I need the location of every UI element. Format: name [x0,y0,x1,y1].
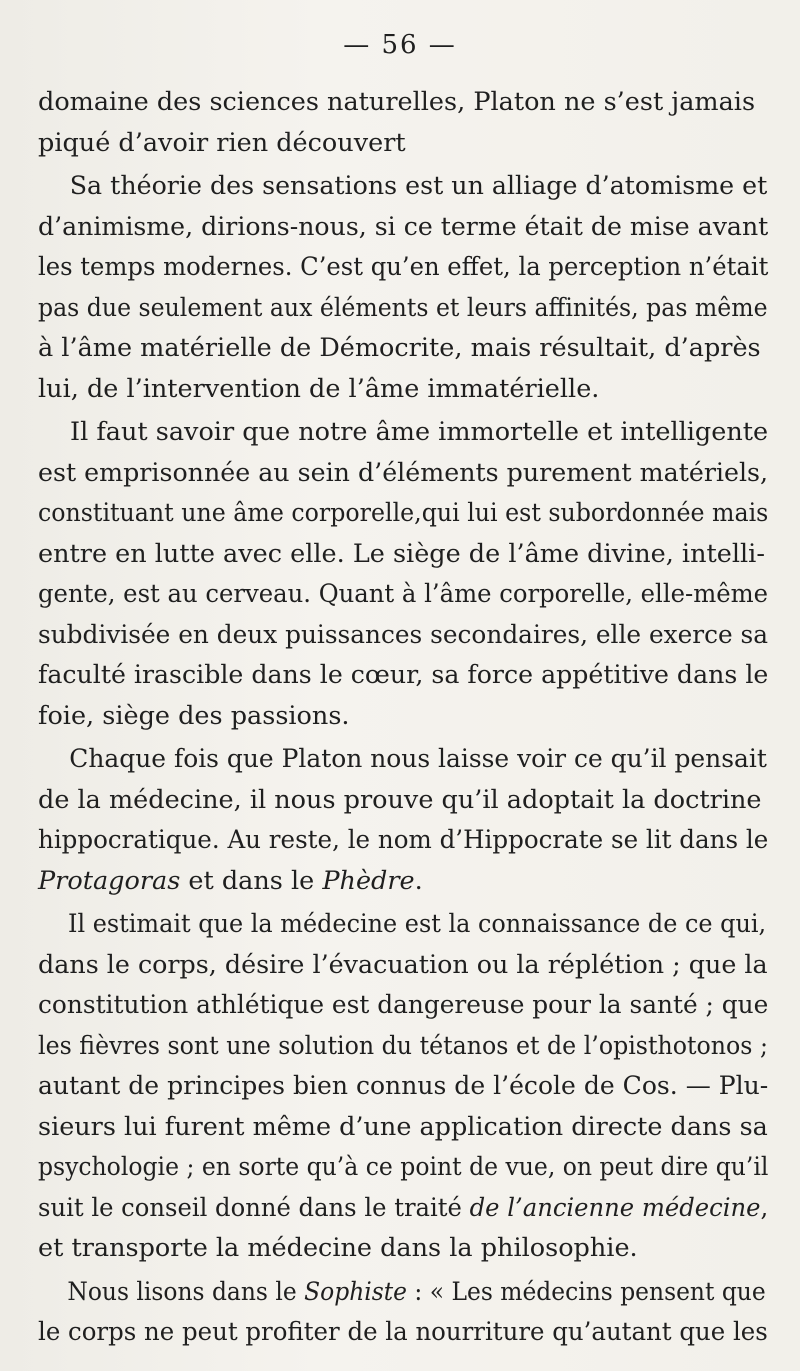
page-body [38,82,768,1353]
text-span: . [414,865,423,896]
text-line: le corps ne peut profiter de la nourriture qu’autant que les [38,1317,768,1347]
paragraph-4 [38,739,768,901]
text-span: , [760,1192,769,1223]
paragraph-2 [38,166,768,409]
text-line: entre en lutte avec elle. Le siège de l’âme divine, intelli- [38,538,765,569]
text-line: Il faut savoir que notre âme immortelle et intelligente [70,417,769,447]
italic-title-phedre: Phèdre [322,865,415,896]
page-number: — 56 — [343,30,457,60]
text-line: Chaque fois que Platon nous laisse voir ce qu’il pensait [69,744,767,774]
text-line: psychologie ; en sorte qu’à ce point de vue, on peut dire qu’il [38,1152,769,1182]
text-span: et dans le [180,865,323,896]
text-line: domaine des sciences naturelles, Platon ne s’est jamais [38,87,756,117]
paragraph-5 [38,904,768,1269]
text-line: subdivisée en deux puissances secondaires, elle exerce sa [38,619,769,650]
text-line: est emprisonnée au sein d’éléments purement matériels, [38,457,769,488]
text-span: Nous lisons dans le [67,1276,305,1307]
text-line: foie, siège des passions. [38,700,350,731]
italic-title-sophiste: Sophiste [304,1276,407,1307]
text-line: d’animisme, dirions-nous, si ce terme était de mise avant [38,211,769,242]
text-line: Sa théorie des sensations est un alliage d’atomisme et [69,171,768,201]
text-line: lui, de l’intervention de l’âme immatérielle. [38,373,600,404]
text-line: constitution athlétique est dangereuse pour la santé ; que [38,990,769,1020]
text-line: de la médecine, il nous prouve qu’il adoptait la doctrine [38,784,762,815]
text-line: sieurs lui furent même d’une application directe dans sa [38,1111,768,1142]
text-span: : « Les médecins pensent que [406,1276,766,1307]
text-line: piqué d’avoir rien découvert [38,127,406,158]
text-line: Il estimait que la médecine est la connaissance de ce qui, [68,909,767,939]
text-line: hippocratique. Au reste, le nom d’Hippocrate se lit dans le [38,825,769,855]
text-line: faculté irascible dans le cœur, sa force appétitive dans le [38,660,769,690]
text-line: les temps modernes. C’est qu’en effet, la perception n’était [38,252,769,282]
italic-title-protagoras: Protagoras [38,865,181,896]
paragraph-1 [38,82,768,163]
text-line: à l’âme matérielle de Démocrite, mais résultait, d’après [38,333,761,363]
text-line: et transporte la médecine dans la philosophie. [38,1233,638,1263]
text-line [38,861,768,902]
text-line [38,1188,769,1229]
text-line: autant de principes bien connus de l’école de Cos. — Plu- [38,1071,769,1101]
paragraph-6 [38,1272,768,1353]
paragraph-3 [38,412,768,736]
text-line: pas due seulement aux éléments et leurs affinités, pas même [38,292,768,323]
text-line: dans le corps, désire l’évacuation ou la réplétion ; que la [38,949,768,980]
text-line [38,1272,766,1313]
text-line: les fièvres sont une solution du tétanos et de l’opisthotonos ; [38,1030,768,1061]
italic-title-ancienne-medecine: de l’ancienne médecine [469,1192,761,1223]
text-span: suit le conseil donné dans le traité [38,1192,470,1223]
text-line: gente, est au cerveau. Quant à l’âme corporelle, elle-même [38,579,769,609]
text-line: constituant une âme corporelle,qui lui est subordonnée mais [38,498,769,528]
